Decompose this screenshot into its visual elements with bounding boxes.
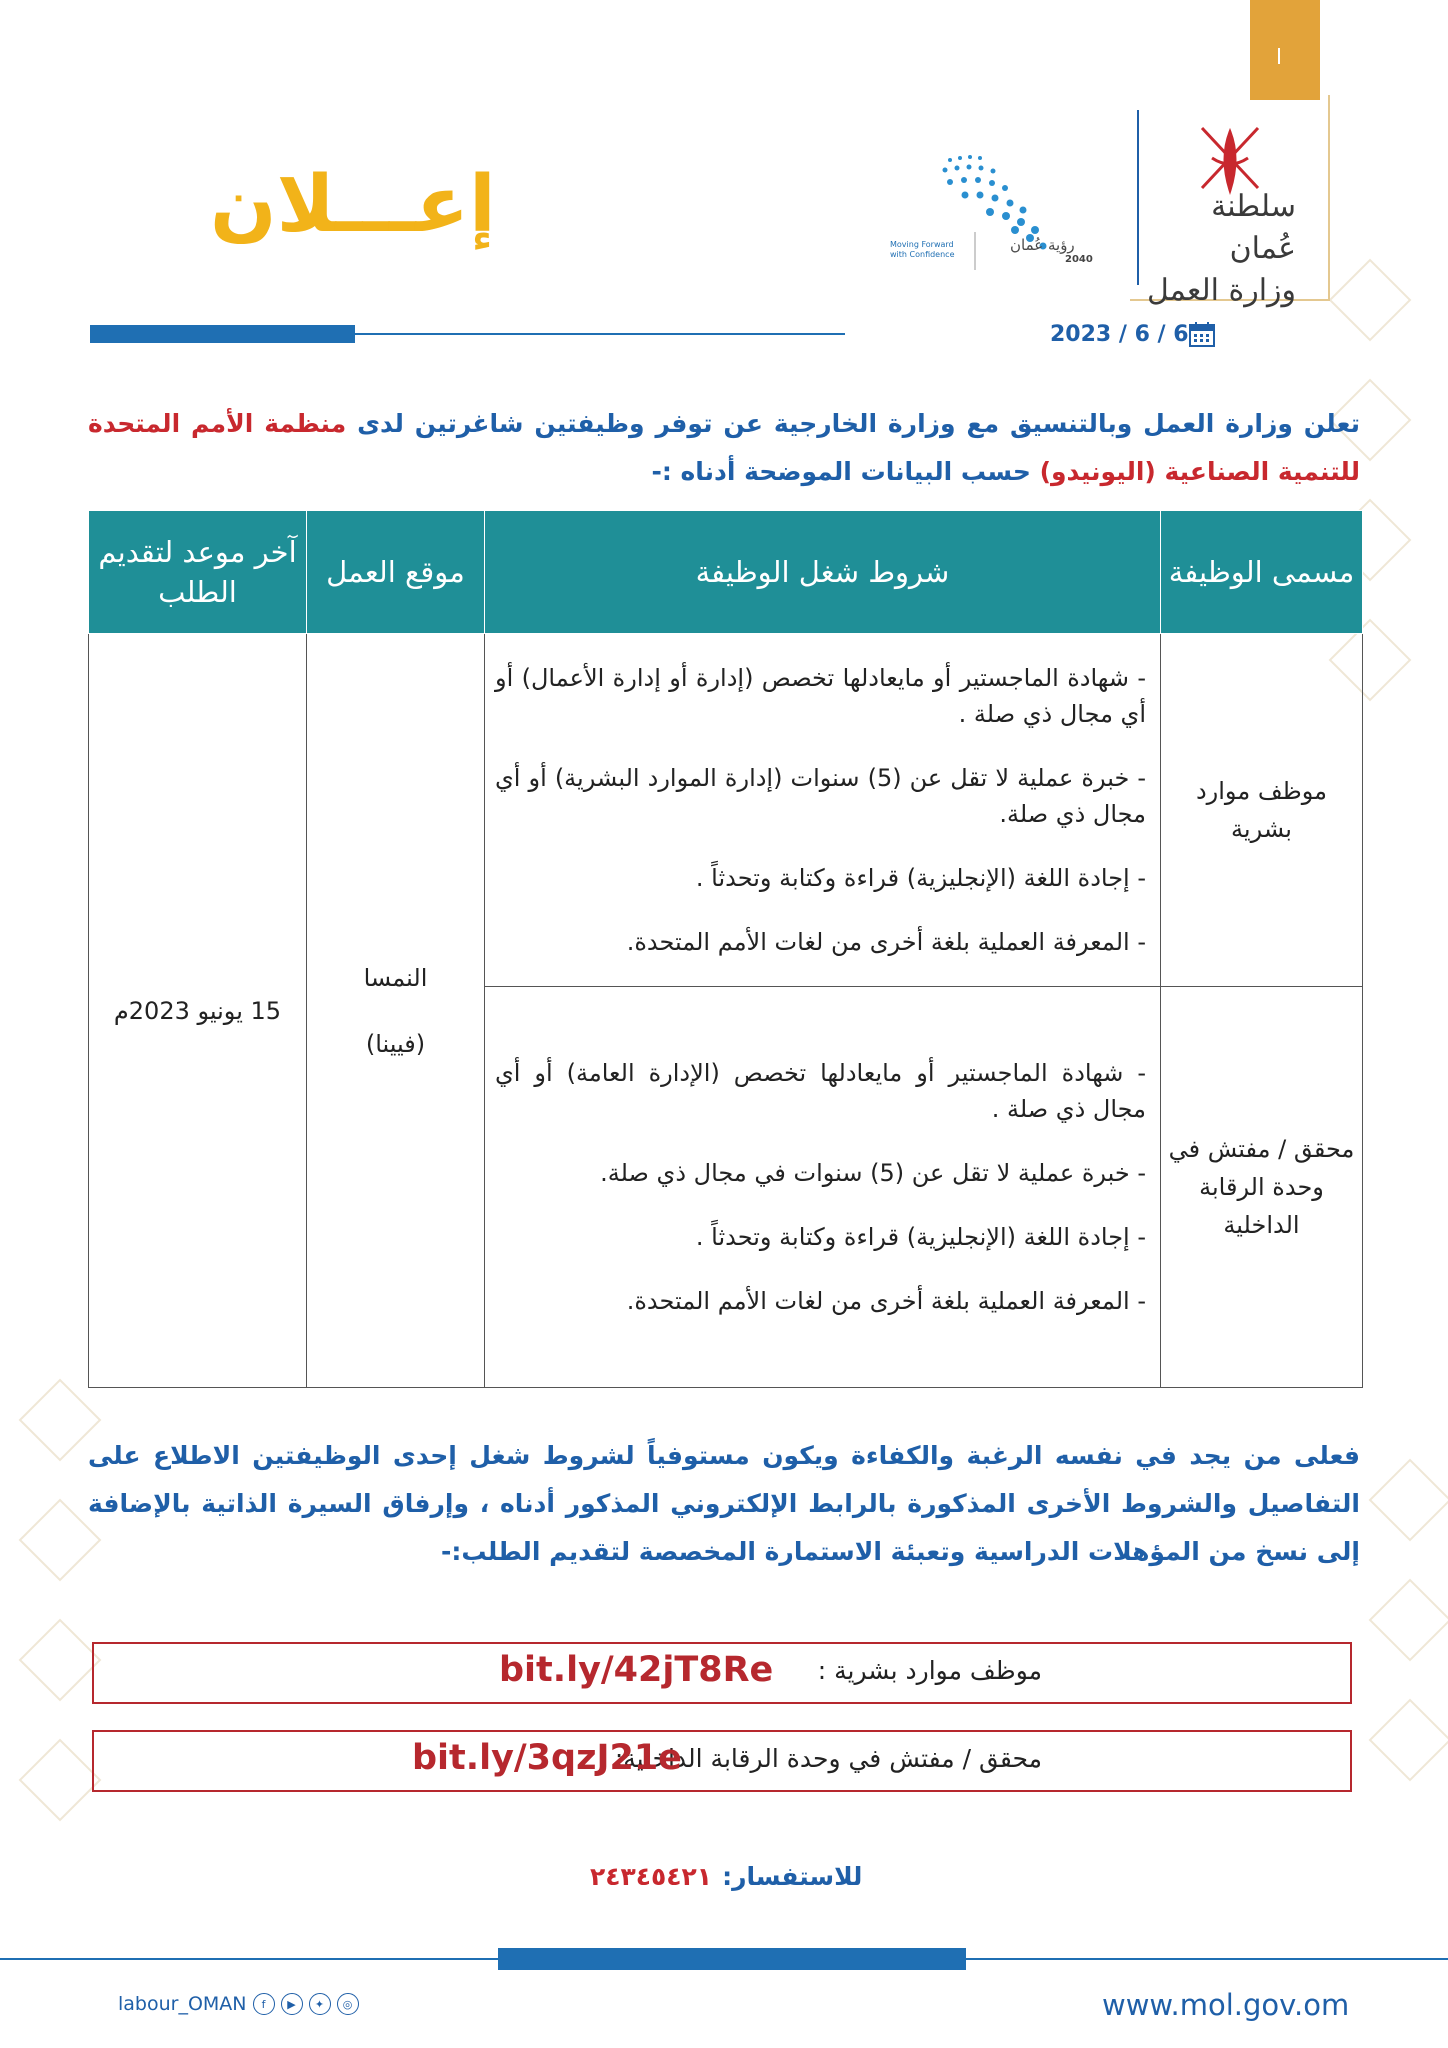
conditions-cell — [485, 987, 1161, 1388]
condition-item: - شهادة الماجستير أو مايعادلها تخصص (إدارة أو إدارة الأعمال) أو أي مجال ذي صلة . — [495, 664, 1146, 728]
job-title-cell: موظف موارد بشرية — [1161, 634, 1363, 987]
vision-tagline: Moving Forward with Confidence — [890, 240, 955, 259]
header-deadline: آخر موعد لتقديم الطلب — [89, 511, 307, 634]
intro-paragraph — [88, 400, 1360, 496]
application-note: فعلى من يجد في نفسه الرغبة والكفاءة ويكون مستوفياً لشروط شغل إحدى الوظيفتين الاطلاع على التفاصيل والشروط الأخرى المذكورة بالرابط الإلكتروني المذكور أدناه ، وإرفاق السيرة الذاتية بالإضافة إلى نسخ من المؤهلات الدراسية وتعبئة الاستمارة المخصصة لتقديم الطلب:- — [88, 1441, 1360, 1566]
youtube-icon[interactable]: ▶ — [281, 1993, 303, 2015]
calendar-icon — [1188, 320, 1216, 348]
header-rule-thin — [355, 333, 845, 335]
ministry-name — [1146, 186, 1296, 312]
corner-accent — [1250, 0, 1320, 100]
jobs-table — [88, 510, 1363, 1388]
header-rule-thick — [90, 325, 355, 343]
link-box-hr — [92, 1642, 1352, 1704]
location-city: (فيينا) — [365, 1029, 426, 1058]
footer-accent — [498, 1948, 966, 1970]
vision-label: رؤية عُمان — [1010, 236, 1075, 254]
condition-item: - خبرة عملية لا تقل عن (5) سنوات (إدارة الموارد البشرية) أو أي مجال ذي صلة. — [495, 764, 1146, 828]
condition-item: - إجادة اللغة (الإنجليزية) قراءة وكتابة وتحدثاً . — [695, 864, 1146, 892]
vision-year: 2040 — [1065, 254, 1093, 265]
header-location: موقع العمل — [307, 511, 485, 634]
logo-divider — [1137, 110, 1139, 285]
condition-item: - المعرفة العملية بلغة أخرى من لغات الأمم المتحدة. — [626, 928, 1146, 956]
ministry-line: وزارة العمل — [1146, 273, 1296, 308]
social-links — [118, 1993, 359, 2015]
condition-item: - شهادة الماجستير أو مايعادلها تخصص (الإدارة العامة) أو أي مجال ذي صلة . — [495, 1059, 1146, 1123]
social-handle[interactable]: labour_OMAN — [118, 1993, 247, 2015]
hr-job-link[interactable]: bit.ly/42jT8Re — [499, 1650, 774, 1690]
condition-item: - إجادة اللغة (الإنجليزية) قراءة وكتابة وتحدثاً . — [695, 1223, 1146, 1251]
vision-2040-logo-icon — [890, 140, 1130, 290]
link-box-inspector — [92, 1730, 1352, 1792]
header-conditions: شروط شغل الوظيفة — [485, 511, 1161, 634]
header-job-title: مسمى الوظيفة — [1161, 511, 1363, 634]
inspector-job-link[interactable]: bit.ly/3qzJ21e — [412, 1738, 682, 1778]
announcement-date: 2023 / 6 / 6 — [1050, 322, 1189, 347]
job-title-cell: محقق / مفتش في وحدة الرقابة الداخلية — [1161, 987, 1363, 1388]
facebook-icon[interactable]: f — [253, 1993, 275, 2015]
location-country: النمسا — [363, 963, 428, 992]
link-label: محقق / مفتش في وحدة الرقابة الداخلية: — [614, 1744, 1042, 1773]
intro-part1: تعلن وزارة العمل وبالتنسيق مع وزارة الخارجية عن توفر وظيفتين شاغرتين لدى — [346, 409, 1360, 438]
deadline-cell: 15 يونيو 2023م — [89, 634, 307, 1388]
conditions-cell — [485, 634, 1161, 987]
page-title: إعـــلان — [210, 160, 496, 250]
table-row — [89, 634, 1363, 987]
location-cell — [307, 634, 485, 1388]
intro-part3: حسب البيانات الموضحة أدناه :- — [651, 457, 1040, 486]
inquiry-number: ٢٤٣٤٥٤٢١ — [590, 1862, 713, 1891]
condition-item: - خبرة عملية لا تقل عن (5) سنوات في مجال ذي صلة. — [600, 1159, 1146, 1187]
sultanate-line: سلطنة عُمان — [1211, 189, 1296, 266]
inquiry-label: للاستفسار: — [722, 1862, 863, 1891]
twitter-icon[interactable]: ✦ — [309, 1993, 331, 2015]
condition-item: - المعرفة العملية بلغة أخرى من لغات الأمم المتحدة. — [626, 1287, 1146, 1315]
intro-organization: منظمة الأمم المتحدة للتنمية الصناعية (اليونيدو) — [88, 409, 1360, 486]
link-label: موظف موارد بشرية : — [817, 1656, 1042, 1685]
website-link[interactable]: www.mol.gov.om — [1102, 1988, 1350, 2022]
table-header-row — [89, 511, 1363, 634]
inquiry-line — [590, 1862, 862, 1891]
instagram-icon[interactable]: ◎ — [337, 1993, 359, 2015]
